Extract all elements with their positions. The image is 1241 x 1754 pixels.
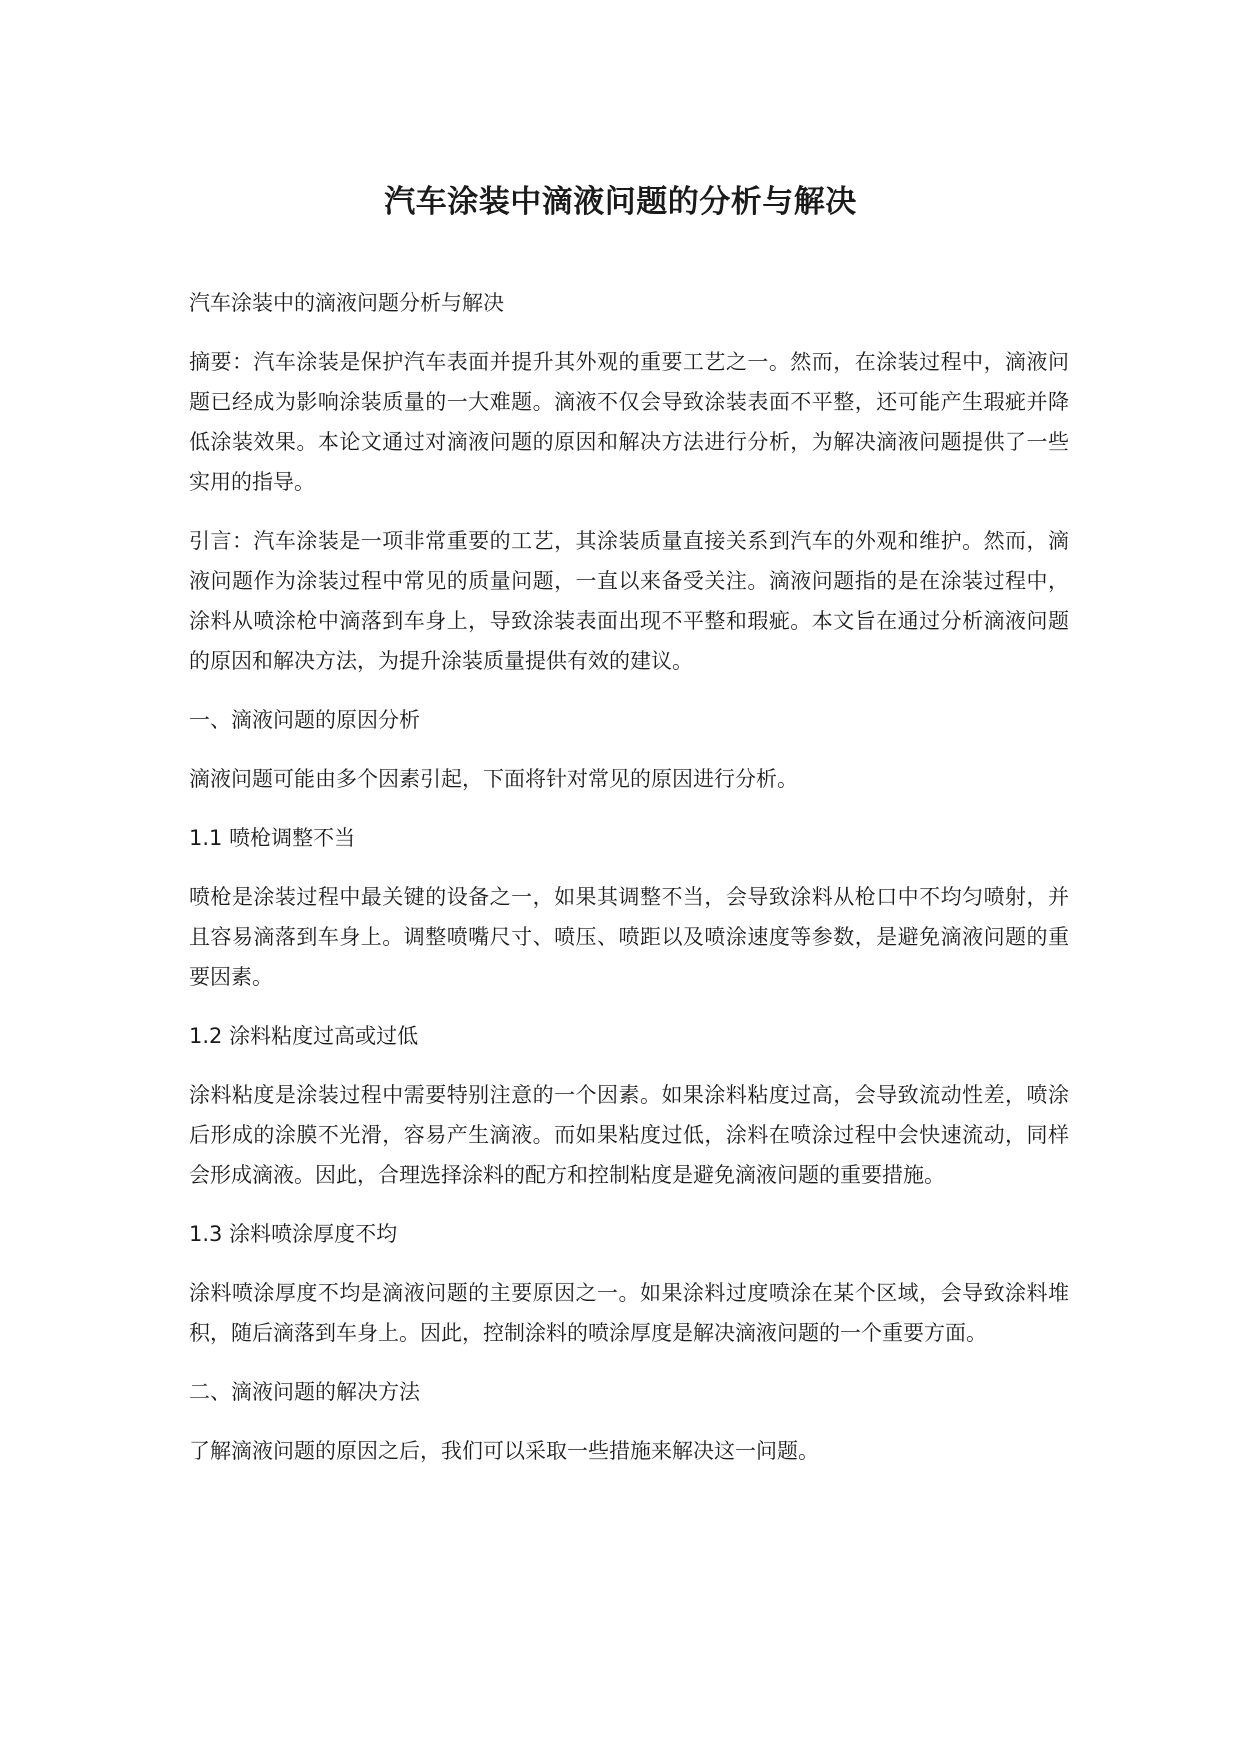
viscosity-paragraph: 涂料粘度是涂装过程中需要特别注意的一个因素。如果涂料粘度过高，会导致流动性差，喷涂后形成的涂膜不光滑，容易产生滴液。而如果粘度过低，涂料在喷涂过程中会快速流动，同样会形成滴液。因此，合理选择涂料的配方和控制粘度是避免滴液问题的重要措施。	[189, 1083, 1069, 1187]
subtitle-paragraph: 汽车涂装中的滴液问题分析与解决	[189, 291, 504, 315]
thickness-paragraph: 涂料喷涂厚度不均是滴液问题的主要原因之一。如果涂料过度喷涂在某个区域，会导致涂料堆积，随后滴落到车身上。因此，控制涂料的喷涂厚度是解决滴液问题的一个重要方面。	[189, 1281, 1069, 1345]
document-title: 汽车涂装中滴液问题的分析与解决	[384, 184, 857, 220]
causes-intro-paragraph: 滴液问题可能由多个因素引起，下面将针对常见的原因进行分析。	[189, 767, 798, 791]
section-heading-solutions: 二、滴液问题的解决方法	[189, 1380, 420, 1404]
spray-gun-paragraph: 喷枪是涂装过程中最关键的设备之一，如果其调整不当，会导致涂料从枪口中不均匀喷射，并且容易滴落到车身上。调整喷嘴尺寸、喷压、喷距以及喷涂速度等参数，是避免滴液问题的重要因素。	[189, 885, 1069, 989]
subsection-heading-viscosity: 1.2 涂料粘度过高或过低	[189, 1024, 419, 1048]
document-body	[189, 283, 1069, 1490]
abstract-paragraph: 摘要：汽车涂装是保护汽车表面并提升其外观的重要工艺之一。然而，在涂装过程中，滴液问题已经成为影响涂装质量的一大难题。滴液不仅会导致涂装表面不平整，还可能产生瑕疵并降低涂装效果。本论文通过对滴液问题的原因和解决方法进行分析，为解决滴液问题提供了一些实用的指导。	[189, 350, 1069, 494]
solutions-intro-paragraph: 了解滴液问题的原因之后，我们可以采取一些措施来解决这一问题。	[189, 1439, 819, 1463]
subsection-heading-thickness: 1.3 涂料喷涂厚度不均	[189, 1222, 398, 1246]
section-heading-causes: 一、滴液问题的原因分析	[189, 708, 420, 732]
subsection-heading-spray-gun: 1.1 喷枪调整不当	[189, 826, 356, 850]
introduction-paragraph: 引言：汽车涂装是一项非常重要的工艺，其涂装质量直接关系到汽车的外观和维护。然而，滴液问题作为涂装过程中常见的质量问题，一直以来备受关注。滴液问题指的是在涂装过程中，涂料从喷涂枪中滴落到车身上，导致涂装表面出现不平整和瑕疵。本文旨在通过分析滴液问题的原因和解决方法，为提升涂装质量提供有效的建议。	[189, 529, 1069, 673]
